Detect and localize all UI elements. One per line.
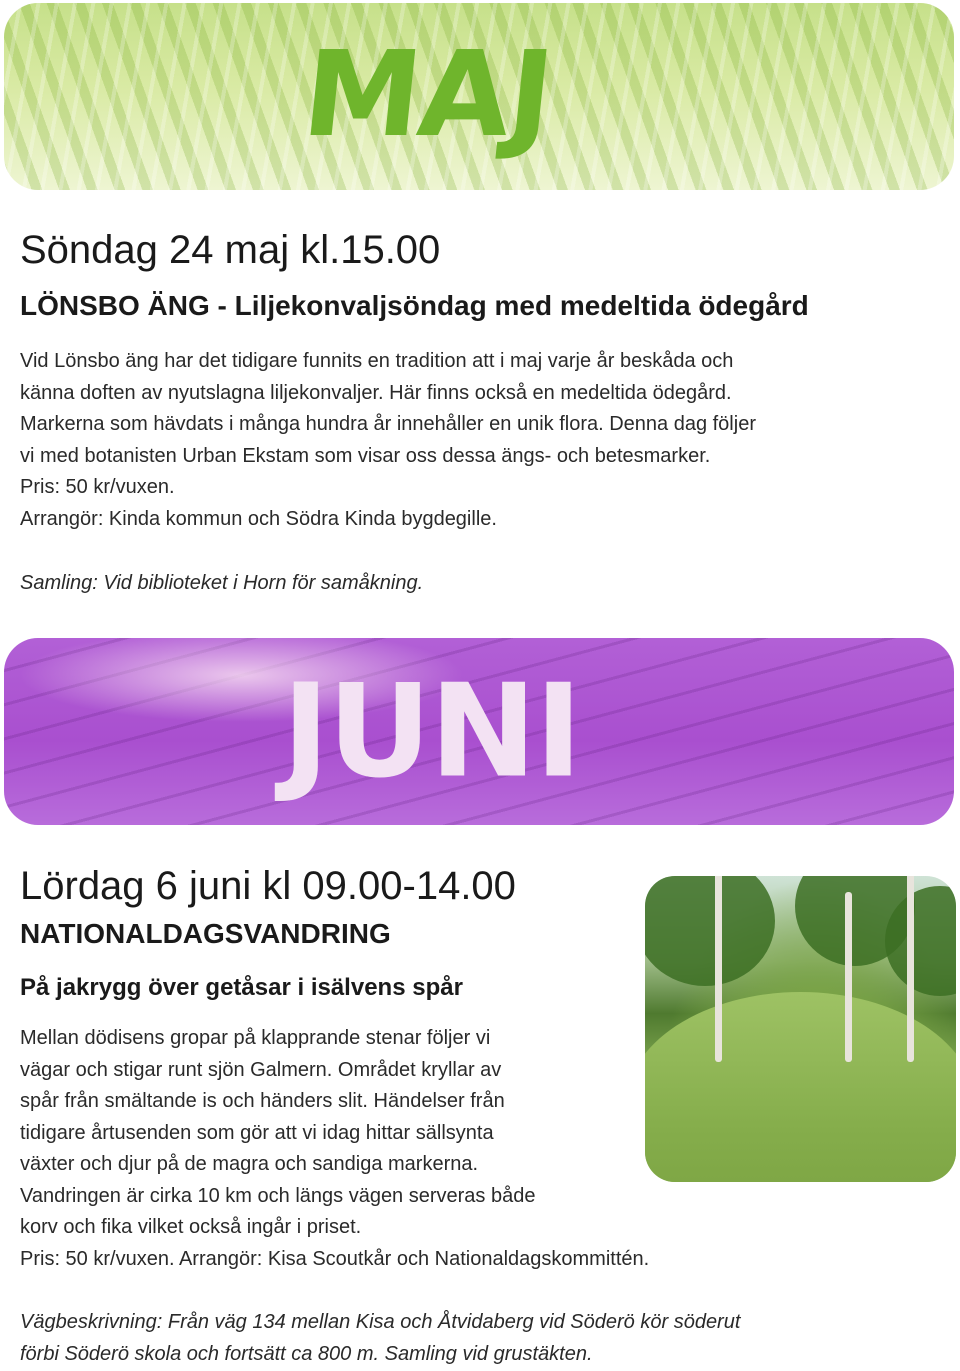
juni-banner <box>4 638 954 825</box>
juni-banner-title: JUNI <box>282 657 581 806</box>
juni-body-line: Mellan dödisens gropar på klapprande stenar följer vi <box>20 1027 491 1049</box>
maj-meeting-point: Samling: Vid biblioteket i Horn för samåkning. <box>20 572 424 594</box>
maj-organizer: Arrangör: Kinda kommun och Södra Kinda bygdegille. <box>20 507 497 530</box>
juni-event-subheading: På jakrygg över getåsar i isälvens spår <box>20 974 463 1001</box>
maj-banner <box>4 3 954 190</box>
juni-body-line: tidigare årtusenden som gör att vi idag hittar sällsynta <box>20 1121 494 1144</box>
juni-directions <box>20 1307 740 1370</box>
juni-price-organizer: Pris: 50 kr/vuxen. Arrangör: Kisa Scoutkår och Nationaldagskommittén. <box>20 1247 650 1270</box>
maj-event-description <box>20 346 756 535</box>
maj-body-line: Vid Lönsbo äng har det tidigare funnits en tradition att i maj varje år beskåda och <box>20 350 734 372</box>
maj-event-date: Söndag 24 maj kl.15.00 <box>20 228 441 272</box>
juni-directions-line: Vägbeskrivning: Från väg 134 mellan Kisa och Åtvidaberg vid Söderö kör söderut <box>20 1311 741 1333</box>
maj-body-line: känna doften av nyutslagna liljekonvaljer. Här finns också en medeltida ödegård. <box>20 381 732 404</box>
maj-price: Pris: 50 kr/vuxen. <box>20 476 175 498</box>
juni-directions-line: förbi Söderö skola och fortsätt ca 800 m. Samling vid grustäkten. <box>20 1342 593 1365</box>
hill-landscape-photo <box>645 876 956 1182</box>
juni-body-line: korv och fika vilket också ingår i priset. <box>20 1216 362 1238</box>
juni-body-line: växter och djur på de magra och sandiga markerna. <box>20 1153 479 1175</box>
maj-event-heading: LÖNSBO ÄNG - Liljekonvaljsöndag med medeltida ödegård <box>20 290 809 321</box>
juni-body-line: Vandringen är cirka 10 km och längs vägen serveras både <box>20 1184 536 1207</box>
maj-banner-title: MAJ <box>296 24 558 163</box>
juni-event-date: Lördag 6 juni kl 09.00-14.00 <box>20 864 516 908</box>
juni-event-description <box>20 1023 649 1275</box>
maj-body-line: Markerna som hävdats i många hundra år innehåller en unik flora. Denna dag följer <box>20 413 756 435</box>
maj-body-line: vi med botanisten Urban Ekstam som visar oss dessa ängs- och betesmarker. <box>20 444 711 467</box>
juni-body-line: spår från smältande is och händers slit. Händelser från <box>20 1090 505 1112</box>
juni-body-line: vägar och stigar runt sjön Galmern. Området kryllar av <box>20 1058 502 1081</box>
juni-event-heading: NATIONALDAGSVANDRING <box>20 918 391 949</box>
